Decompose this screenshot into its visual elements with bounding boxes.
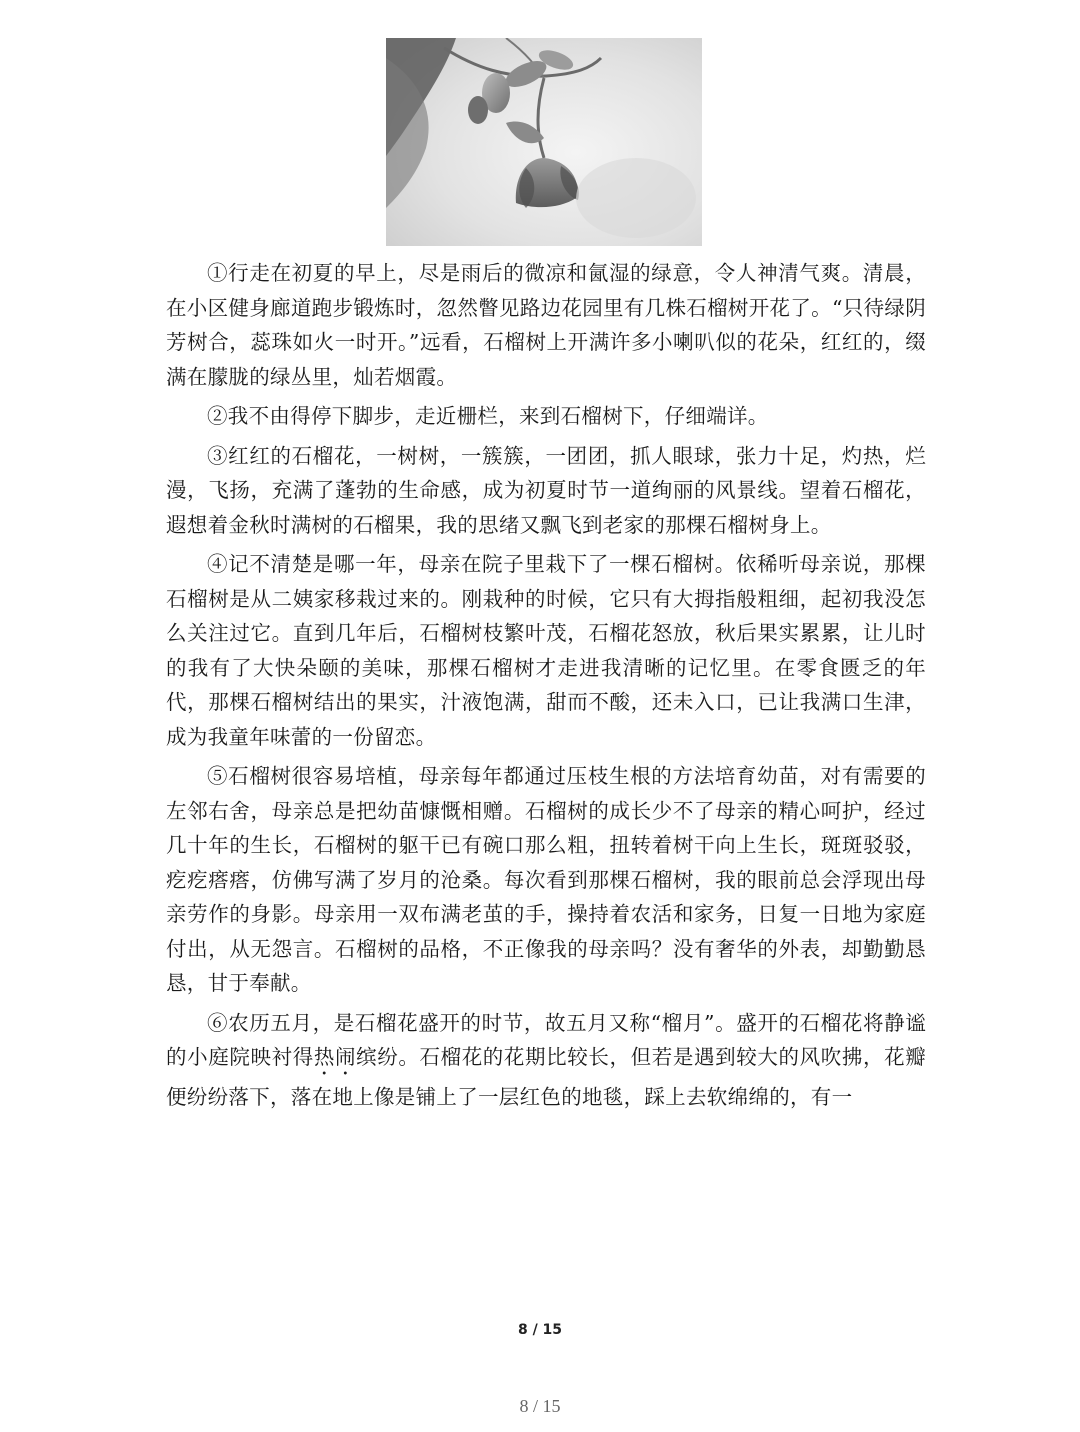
paragraph-4: ④记不清楚是哪一年，母亲在院子里栽下了一棵石榴树。依稀听母亲说，那棵石榴树是从二姨家移栽过来的。刚栽种的时候，它只有大拇指般粗细，起初我没怎么关注过它。直到几年后，石榴树枝繁叶茂，石榴花怒放，秋后果实累累，让儿时的我有了大快朵颐的美味，那棵石榴树才走进我清晰的记忆里。在零食匮乏的年代，那棵石榴树结出的果实，汁液饱满，甜而不酸，还未入口，已让我满口生津，成为我童年味蕾的一份留恋。 — [166, 552, 926, 749]
paragraph-1: ①行走在初夏的早上，尽是雨后的微凉和氤湿的绿意，令人神清气爽。清晨，在小区健身廊道跑步锻炼时，忽然瞥见路边花园里有几株石榴树开花了。“只待绿阴芳树合，蕊珠如火一时开。”远看，石榴树上开满许多小喇叭似的花朵，红红的，缀满在朦胧的绿丛里，灿若烟霞。 — [166, 261, 926, 389]
paragraph-2: ②我不由得停下脚步，走近栅栏，来到石榴树下，仔细端详。 — [207, 404, 769, 428]
paragraph-3: ③红红的石榴花，一树树，一簇簇，一团团，抓人眼球，张力十足，灼热，烂漫，飞扬，充满了蓬勃的生命感，成为初夏时节一道绚丽的风景线。望着石榴花，遐想着金秋时满树的石榴果，我的思绪又飘飞到老家的那棵石榴树身上。 — [166, 443, 926, 537]
emphasized-word: 热闹 — [313, 1045, 357, 1069]
page-number-bold: 8 / 15 — [517, 1322, 563, 1338]
page-number: 8 / 15 — [519, 1396, 561, 1416]
flower-photo-graphic — [386, 38, 702, 246]
paragraph-5: ⑤石榴树很容易培植，母亲每年都通过压枝生根的方法培育幼苗，对有需要的左邻右舍，母亲总是把幼苗慷慨相赠。石榴树的成长少不了母亲的精心呵护，经过几十年的生长，石榴树的躯干已有碗口那么粗，扭转着树干向上生长，斑斑驳驳，疙疙瘩瘩，仿佛写满了岁月的沧桑。每次看到那棵石榴树，我的眼前总会浮现出母亲劳作的身影。母亲用一双布满老茧的手，操持着农活和家务，日复一日地为家庭付出，从无怨言。石榴树的品格，不正像我的母亲吗？没有奢华的外表，却勤勤恳恳，甘于奉献。 — [166, 764, 926, 995]
pomegranate-flower-photo — [386, 38, 702, 246]
article-body — [166, 256, 926, 1115]
paragraph-6-start: ⑥农历五月，是石榴花盛开的时节，故五月又称“榴月”。盛开的石榴花将静谧的小庭院映衬得 — [166, 1010, 926, 1069]
paragraph-6 — [166, 1006, 926, 1115]
paragraph-6-end: 缤纷。石榴花的花期比较长，但若是遇到较大的风吹拂，花瓣便纷纷落下，落在地上像是铺上了一层红色的地毯，踩上去软绵绵的，有一 — [166, 1045, 926, 1109]
